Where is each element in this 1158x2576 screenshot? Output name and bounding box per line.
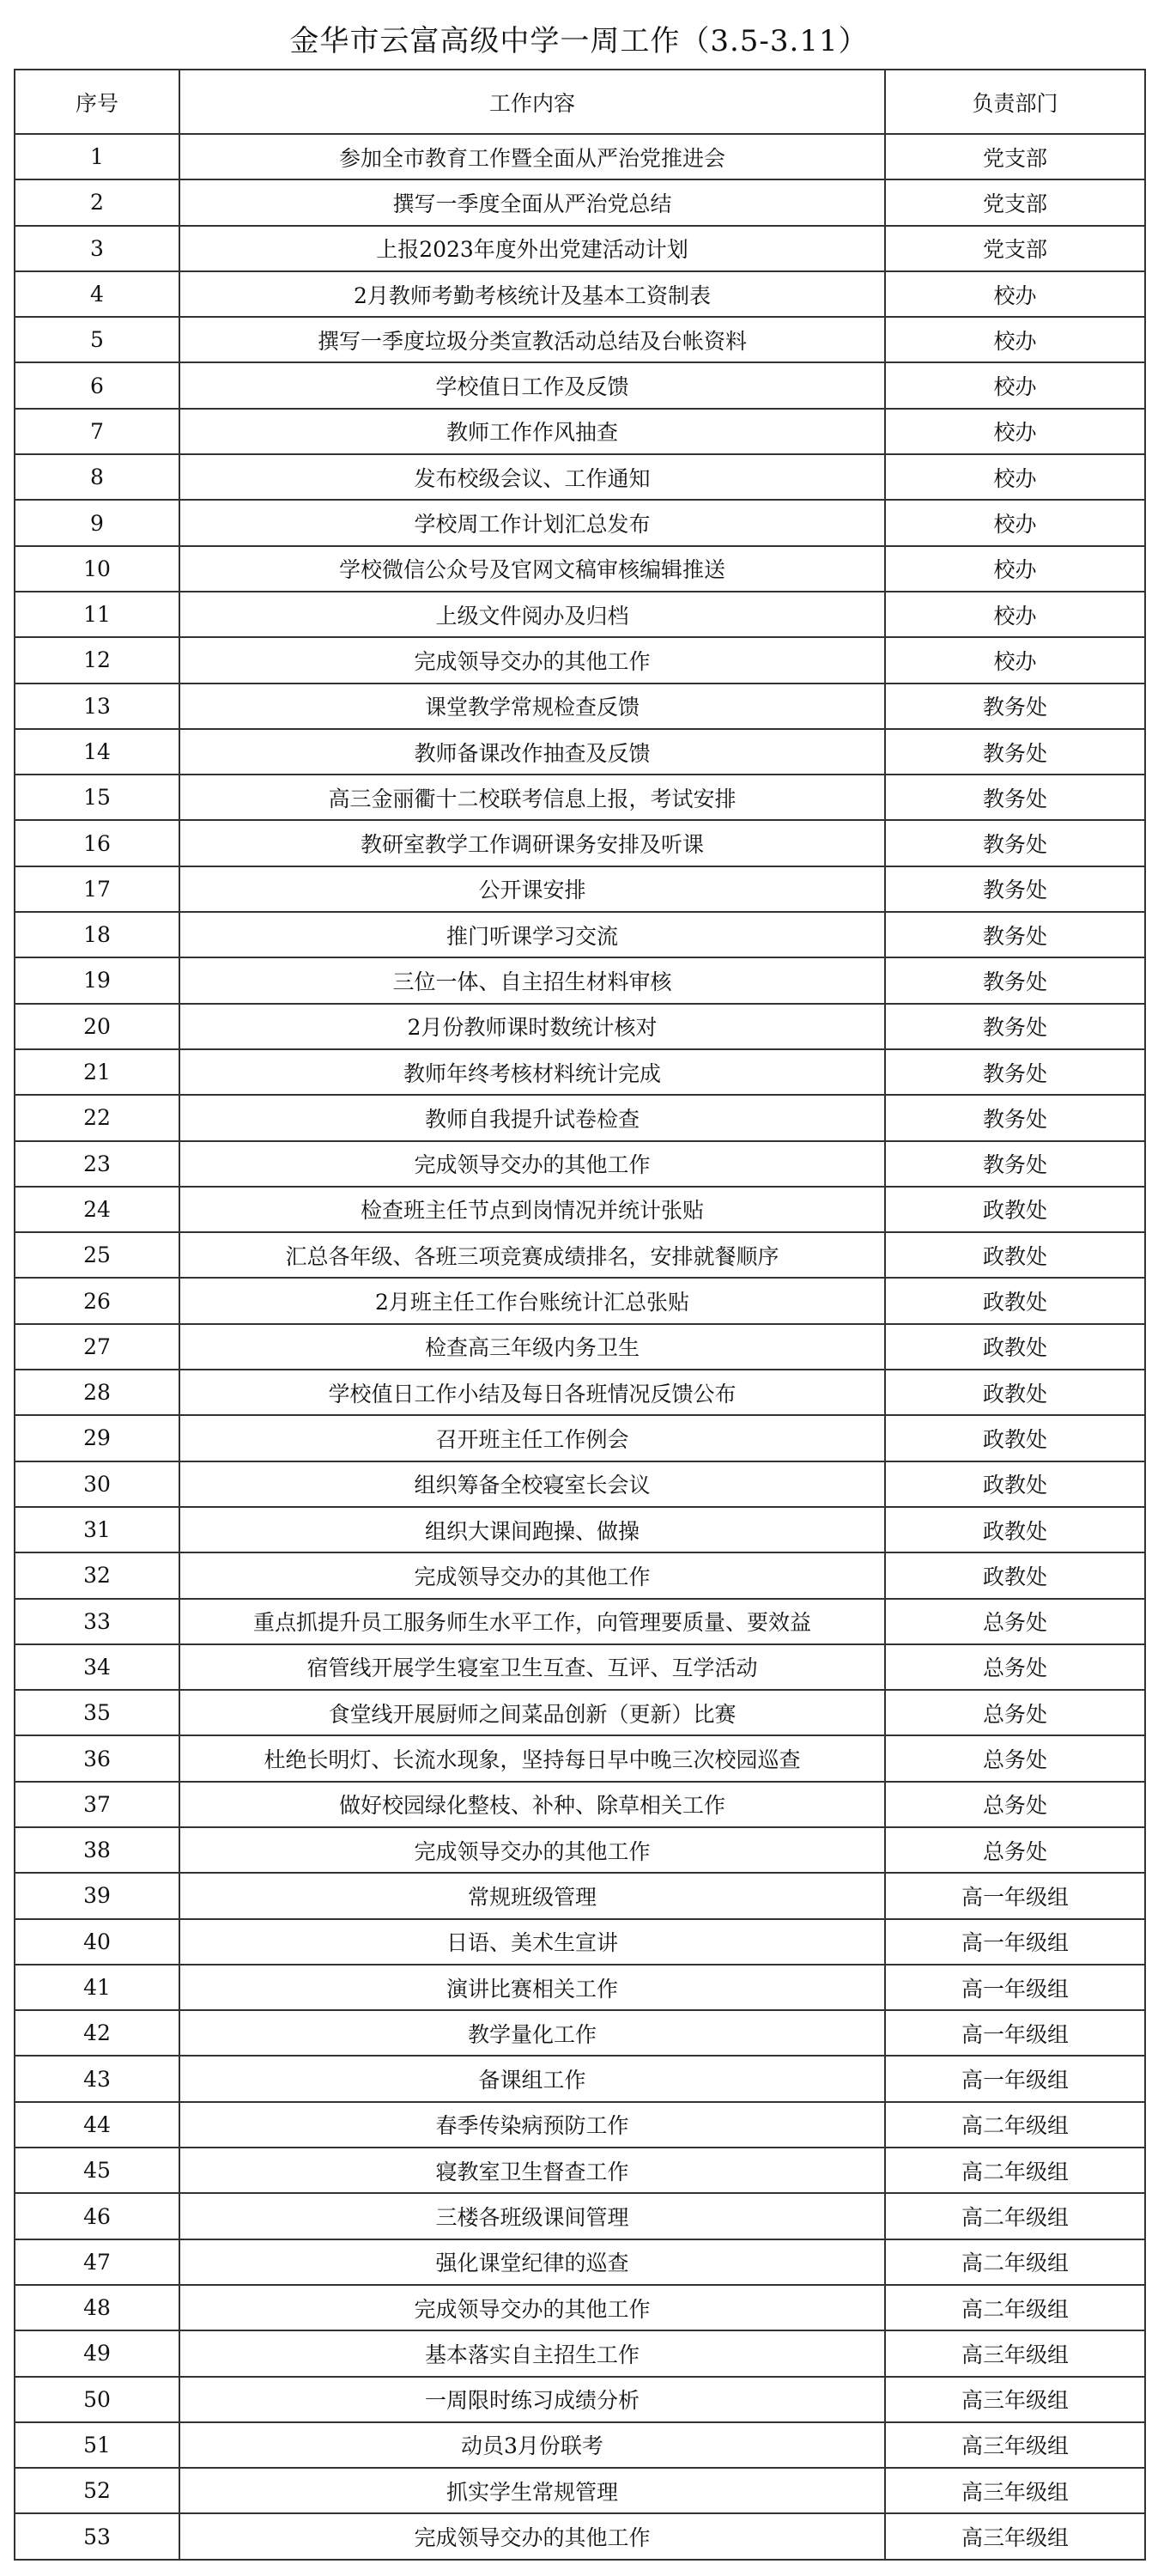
row-content: 课堂教学常规检查反馈 [179, 683, 885, 729]
row-department: 校办 [885, 637, 1145, 683]
row-department: 党支部 [885, 179, 1145, 225]
table-row [15, 820, 1145, 866]
table-row [15, 1004, 1145, 1049]
row-content: 重点抓提升员工服务师生水平工作，向管理要质量、要效益 [179, 1599, 885, 1644]
row-department: 高二年级组 [885, 2102, 1145, 2148]
row-department: 总务处 [885, 1735, 1145, 1781]
row-content: 动员3月份联考 [179, 2422, 885, 2468]
row-department: 高一年级组 [885, 1919, 1145, 1965]
row-department: 校办 [885, 592, 1145, 637]
row-index: 39 [15, 1873, 179, 1918]
table-row [15, 179, 1145, 225]
row-content: 召开班主任工作例会 [179, 1415, 885, 1461]
row-content: 2月班主任工作台账统计汇总张贴 [179, 1278, 885, 1323]
table-row [15, 1278, 1145, 1323]
row-department: 校办 [885, 454, 1145, 500]
row-index: 1 [15, 134, 179, 179]
page-title: 金华市云富高级中学一周工作（3.5-3.11） [289, 24, 869, 58]
row-department: 教务处 [885, 1004, 1145, 1049]
table-row [15, 1599, 1145, 1644]
row-index: 41 [15, 1965, 179, 2010]
row-content: 2月份教师课时数统计核对 [179, 1004, 885, 1049]
row-index: 44 [15, 2102, 179, 2148]
table-row [15, 2330, 1145, 2376]
row-department: 教务处 [885, 957, 1145, 1003]
row-content: 教师年终考核材料统计完成 [179, 1049, 885, 1095]
row-index: 15 [15, 775, 179, 820]
row-content: 教师工作作风抽查 [179, 409, 885, 454]
table-row [15, 454, 1145, 500]
row-department: 总务处 [885, 1599, 1145, 1644]
row-index: 49 [15, 2330, 179, 2376]
row-index: 25 [15, 1232, 179, 1278]
row-index: 18 [15, 912, 179, 957]
table-row [15, 1049, 1145, 1095]
table-row [15, 1232, 1145, 1278]
row-index: 17 [15, 866, 179, 912]
row-content: 三位一体、自主招生材料审核 [179, 957, 885, 1003]
row-index: 47 [15, 2239, 179, 2285]
row-index: 37 [15, 1782, 179, 1827]
row-index: 8 [15, 454, 179, 500]
table-row [15, 1827, 1145, 1873]
row-department: 校办 [885, 500, 1145, 545]
row-content: 教师备课改作抽查及反馈 [179, 729, 885, 775]
table-row [15, 362, 1145, 408]
row-department: 党支部 [885, 226, 1145, 271]
row-department: 政教处 [885, 1324, 1145, 1370]
row-department: 教务处 [885, 775, 1145, 820]
row-department: 高一年级组 [885, 2056, 1145, 2101]
table-row [15, 1782, 1145, 1827]
row-department: 教务处 [885, 912, 1145, 957]
row-content: 教学量化工作 [179, 2010, 885, 2056]
row-content: 参加全市教育工作暨全面从严治党推进会 [179, 134, 885, 179]
row-department: 校办 [885, 362, 1145, 408]
row-content: 强化课堂纪律的巡查 [179, 2239, 885, 2285]
row-content: 基本落实自主招生工作 [179, 2330, 885, 2376]
row-content: 学校周工作计划汇总发布 [179, 500, 885, 545]
row-content: 上级文件阅办及归档 [179, 592, 885, 637]
row-department: 高二年级组 [885, 2193, 1145, 2239]
table-row [15, 1324, 1145, 1370]
table-row [15, 317, 1145, 362]
row-department: 教务处 [885, 1049, 1145, 1095]
row-department: 总务处 [885, 1782, 1145, 1827]
row-department: 高二年级组 [885, 2148, 1145, 2193]
row-department: 总务处 [885, 1827, 1145, 1873]
row-department: 高一年级组 [885, 1965, 1145, 2010]
row-content: 组织大课间跑操、做操 [179, 1507, 885, 1552]
table-row [15, 1095, 1145, 1140]
row-content: 完成领导交办的其他工作 [179, 2513, 885, 2559]
row-department: 党支部 [885, 134, 1145, 179]
table-row [15, 2513, 1145, 2559]
row-index: 2 [15, 179, 179, 225]
row-index: 14 [15, 729, 179, 775]
row-index: 21 [15, 1049, 179, 1095]
row-department: 教务处 [885, 1141, 1145, 1187]
table-row [15, 1415, 1145, 1461]
row-index: 20 [15, 1004, 179, 1049]
row-index: 36 [15, 1735, 179, 1781]
row-content: 完成领导交办的其他工作 [179, 2285, 885, 2330]
row-department: 政教处 [885, 1370, 1145, 1415]
table-row [15, 1552, 1145, 1598]
row-index: 12 [15, 637, 179, 683]
row-content: 完成领导交办的其他工作 [179, 1552, 885, 1598]
row-content: 学校值日工作及反馈 [179, 362, 885, 408]
row-index: 42 [15, 2010, 179, 2056]
table-row [15, 2056, 1145, 2101]
row-content: 教研室教学工作调研课务安排及听课 [179, 820, 885, 866]
table-row [15, 729, 1145, 775]
row-index: 35 [15, 1690, 179, 1735]
row-department: 高一年级组 [885, 1873, 1145, 1918]
row-department: 政教处 [885, 1461, 1145, 1507]
row-index: 4 [15, 271, 179, 317]
row-index: 3 [15, 226, 179, 271]
table-row [15, 2148, 1145, 2193]
table-row [15, 637, 1145, 683]
row-content: 撰写一季度垃圾分类宣教活动总结及台帐资料 [179, 317, 885, 362]
row-content: 汇总各年级、各班三项竞赛成绩排名，安排就餐顺序 [179, 1232, 885, 1278]
row-department: 政教处 [885, 1415, 1145, 1461]
row-content: 杜绝长明灯、长流水现象，坚持每日早中晚三次校园巡查 [179, 1735, 885, 1781]
row-content: 一周限时练习成绩分析 [179, 2377, 885, 2422]
row-department: 教务处 [885, 820, 1145, 866]
row-index: 50 [15, 2377, 179, 2422]
row-index: 10 [15, 546, 179, 592]
row-department: 政教处 [885, 1232, 1145, 1278]
row-department: 高三年级组 [885, 2513, 1145, 2559]
row-content: 抓实学生常规管理 [179, 2468, 885, 2513]
row-department: 高一年级组 [885, 2010, 1145, 2056]
header-content: 工作内容 [179, 70, 885, 134]
row-department: 教务处 [885, 683, 1145, 729]
table-row [15, 1370, 1145, 1415]
row-index: 28 [15, 1370, 179, 1415]
row-index: 38 [15, 1827, 179, 1873]
row-content: 学校微信公众号及官网文稿审核编辑推送 [179, 546, 885, 592]
row-index: 34 [15, 1644, 179, 1690]
table-row [15, 2010, 1145, 2056]
table-row [15, 957, 1145, 1003]
header-index: 序号 [15, 70, 179, 134]
row-department: 高三年级组 [885, 2468, 1145, 2513]
row-content: 发布校级会议、工作通知 [179, 454, 885, 500]
table-row [15, 1461, 1145, 1507]
row-content: 高三金丽衢十二校联考信息上报，考试安排 [179, 775, 885, 820]
row-content: 常规班级管理 [179, 1873, 885, 1918]
row-content: 日语、美术生宣讲 [179, 1919, 885, 1965]
row-content: 食堂线开展厨师之间菜品创新（更新）比赛 [179, 1690, 885, 1735]
table-row [15, 775, 1145, 820]
table-row [15, 2239, 1145, 2285]
table-row [15, 912, 1145, 957]
row-content: 组织筹备全校寝室长会议 [179, 1461, 885, 1507]
row-department: 政教处 [885, 1507, 1145, 1552]
table-row [15, 134, 1145, 179]
row-index: 23 [15, 1141, 179, 1187]
row-index: 26 [15, 1278, 179, 1323]
row-content: 完成领导交办的其他工作 [179, 637, 885, 683]
row-department: 教务处 [885, 729, 1145, 775]
row-index: 43 [15, 2056, 179, 2101]
row-content: 做好校园绿化整枝、补种、除草相关工作 [179, 1782, 885, 1827]
table-row [15, 226, 1145, 271]
row-index: 27 [15, 1324, 179, 1370]
table-row [15, 1141, 1145, 1187]
table-row [15, 409, 1145, 454]
row-index: 32 [15, 1552, 179, 1598]
table-row [15, 1690, 1145, 1735]
row-index: 45 [15, 2148, 179, 2193]
row-content: 三楼各班级课间管理 [179, 2193, 885, 2239]
row-content: 检查班主任节点到岗情况并统计张贴 [179, 1187, 885, 1232]
row-index: 22 [15, 1095, 179, 1140]
table-row [15, 2422, 1145, 2468]
row-department: 校办 [885, 409, 1145, 454]
row-index: 33 [15, 1599, 179, 1644]
row-department: 高三年级组 [885, 2422, 1145, 2468]
row-index: 11 [15, 592, 179, 637]
row-index: 51 [15, 2422, 179, 2468]
row-department: 政教处 [885, 1187, 1145, 1232]
row-department: 教务处 [885, 866, 1145, 912]
row-index: 13 [15, 683, 179, 729]
row-content: 2月教师考勤考核统计及基本工资制表 [179, 271, 885, 317]
table-row [15, 2377, 1145, 2422]
row-content: 备课组工作 [179, 2056, 885, 2101]
row-department: 高三年级组 [885, 2377, 1145, 2422]
row-content: 春季传染病预防工作 [179, 2102, 885, 2148]
row-index: 6 [15, 362, 179, 408]
row-index: 31 [15, 1507, 179, 1552]
row-index: 7 [15, 409, 179, 454]
row-department: 政教处 [885, 1552, 1145, 1598]
row-index: 53 [15, 2513, 179, 2559]
table-row [15, 1187, 1145, 1232]
work-schedule-sheet [14, 14, 1144, 2561]
row-department: 政教处 [885, 1278, 1145, 1323]
row-department: 高二年级组 [885, 2285, 1145, 2330]
row-index: 9 [15, 500, 179, 545]
row-index: 5 [15, 317, 179, 362]
row-content: 演讲比赛相关工作 [179, 1965, 885, 2010]
row-index: 16 [15, 820, 179, 866]
row-content: 撰写一季度全面从严治党总结 [179, 179, 885, 225]
table-row [15, 2193, 1145, 2239]
header-row [15, 70, 1145, 134]
row-department: 教务处 [885, 1095, 1145, 1140]
table-row [15, 1873, 1145, 1918]
row-department: 校办 [885, 271, 1145, 317]
table-row [15, 2285, 1145, 2330]
schedule-table [14, 69, 1146, 2561]
row-index: 24 [15, 1187, 179, 1232]
row-content: 公开课安排 [179, 866, 885, 912]
row-content: 学校值日工作小结及每日各班情况反馈公布 [179, 1370, 885, 1415]
row-index: 19 [15, 957, 179, 1003]
table-row [15, 1965, 1145, 2010]
row-index: 46 [15, 2193, 179, 2239]
row-department: 高二年级组 [885, 2239, 1145, 2285]
row-content: 教师自我提升试卷检查 [179, 1095, 885, 1140]
row-index: 40 [15, 1919, 179, 1965]
row-department: 高三年级组 [885, 2330, 1145, 2376]
table-row [15, 683, 1145, 729]
row-content: 完成领导交办的其他工作 [179, 1827, 885, 1873]
row-content: 宿管线开展学生寝室卫生互查、互评、互学活动 [179, 1644, 885, 1690]
table-row [15, 546, 1145, 592]
header-department: 负责部门 [885, 70, 1145, 134]
row-index: 48 [15, 2285, 179, 2330]
row-content: 寝教室卫生督查工作 [179, 2148, 885, 2193]
table-row [15, 1644, 1145, 1690]
row-content: 完成领导交办的其他工作 [179, 1141, 885, 1187]
table-row [15, 500, 1145, 545]
row-content: 上报2023年度外出党建活动计划 [179, 226, 885, 271]
table-row [15, 1735, 1145, 1781]
row-content: 检查高三年级内务卫生 [179, 1324, 885, 1370]
row-department: 总务处 [885, 1644, 1145, 1690]
row-index: 29 [15, 1415, 179, 1461]
table-row [15, 2468, 1145, 2513]
row-department: 校办 [885, 317, 1145, 362]
row-content: 推门听课学习交流 [179, 912, 885, 957]
row-department: 总务处 [885, 1690, 1145, 1735]
table-row [15, 866, 1145, 912]
table-row [15, 2102, 1145, 2148]
table-row [15, 1919, 1145, 1965]
row-department: 校办 [885, 546, 1145, 592]
table-row [15, 271, 1145, 317]
row-index: 30 [15, 1461, 179, 1507]
row-index: 52 [15, 2468, 179, 2513]
table-row [15, 592, 1145, 637]
table-row [15, 1507, 1145, 1552]
